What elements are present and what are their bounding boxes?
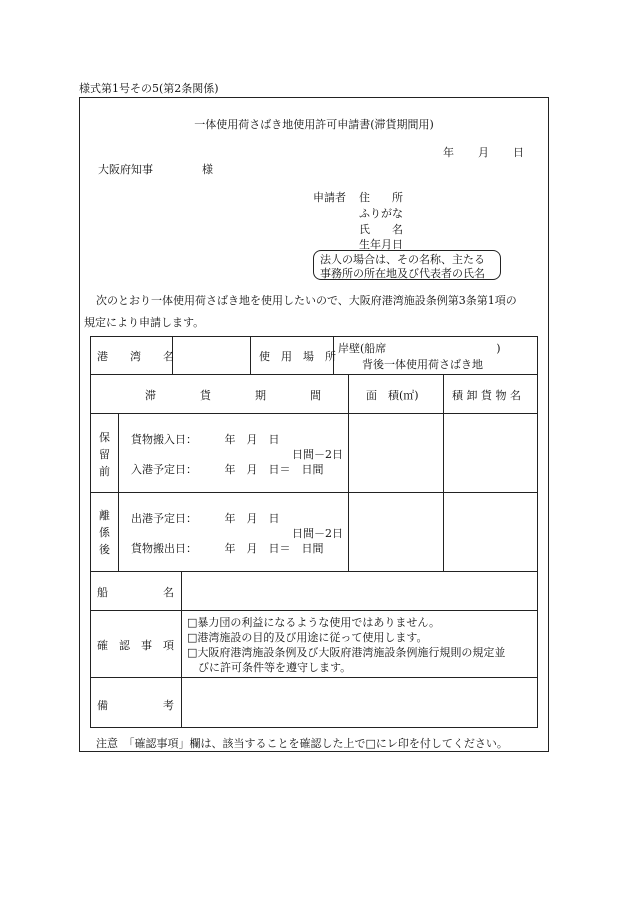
corporate-note-line2: 事務所の所在地及び代表者の氏名 — [320, 267, 485, 280]
date-year: 年 — [443, 146, 454, 159]
applicant-name-label: 氏 名 — [359, 223, 403, 236]
after-unberthing-label-1: 離 — [99, 509, 110, 522]
confirm-item-3-cont: びに許可条件等を遵守します。 — [187, 661, 352, 674]
cargo-carry-in-date: 貨物搬入日： 年 月 日 — [131, 433, 280, 446]
corporate-note-line1: 法人の場合は、その名称、主たる — [320, 253, 485, 266]
usage-place-label: 使 用 場 所 — [259, 350, 336, 363]
form-title: 一体使用荷さばき地使用許可申請書(滞貨期間用) — [194, 118, 434, 131]
applicant-furigana-label: ふりがな — [359, 207, 403, 220]
date-day: 日 — [513, 146, 524, 159]
applicant-address-label: 住 所 — [359, 191, 403, 204]
cargo-carry-out-date: 貨物搬出日： 年 月 日＝ 日間 — [131, 542, 324, 555]
addressee-name: 大阪府知事 — [98, 163, 153, 176]
after-days-formula: 日間－2日 — [292, 527, 343, 540]
departure-scheduled-date: 出港予定日： 年 月 日 — [131, 512, 280, 525]
port-name-label: 港 湾 名 — [97, 350, 174, 363]
before-berthing-label-3: 前 — [99, 465, 110, 478]
date-month: 月 — [478, 146, 489, 159]
after-unberthing-label-2: 係 — [99, 526, 110, 539]
after-unberthing-label-3: 後 — [99, 543, 110, 556]
before-days-formula: 日間－2日 — [292, 448, 343, 461]
ship-name-label: 船 名 — [97, 586, 174, 599]
confirm-item-2[interactable]: □港湾施設の目的及び用途に従って使用します。 — [187, 631, 428, 644]
applicant-birthdate-label: 生年月日 — [359, 238, 403, 251]
addressee-honorific: 様 — [202, 163, 213, 176]
usage-place-yard: 背後一体使用荷さばき地 — [362, 358, 483, 371]
confirm-item-3[interactable]: □大阪府港湾施設条例及び大阪府港湾施設条例施行規則の規定並 — [187, 646, 506, 659]
storage-period-label: 滞 貨 期 間 — [145, 389, 321, 402]
arrival-scheduled-date: 入港予定日： 年 月 日＝ 日間 — [131, 463, 324, 476]
intro-line1: 次のとおり一体使用荷さばき地を使用したいので、大阪府港湾施設条例第3条第1項の — [96, 294, 517, 307]
cargo-name-label: 積 卸 貨 物 名 — [452, 389, 521, 402]
confirm-item-1[interactable]: □暴力団の利益になるような使用ではありません。 — [187, 616, 441, 629]
before-berthing-label-1: 保 — [99, 431, 110, 444]
applicant-label: 申請者 — [313, 191, 346, 204]
form-number: 様式第1号その5(第2条関係) — [79, 82, 219, 95]
intro-line2: 規定により申請します。 — [84, 316, 205, 329]
area-label: 面 積(㎡) — [366, 389, 419, 402]
before-berthing-label-2: 留 — [99, 448, 110, 461]
usage-place-berth: 岸壁(船席 ) — [338, 342, 501, 355]
footnote: 注意 「確認事項」欄は、該当することを確認した上で□にレ印を付してください。 — [96, 737, 508, 750]
remarks-label: 備 考 — [97, 699, 174, 712]
confirmation-label: 確 認 事 項 — [97, 639, 174, 652]
